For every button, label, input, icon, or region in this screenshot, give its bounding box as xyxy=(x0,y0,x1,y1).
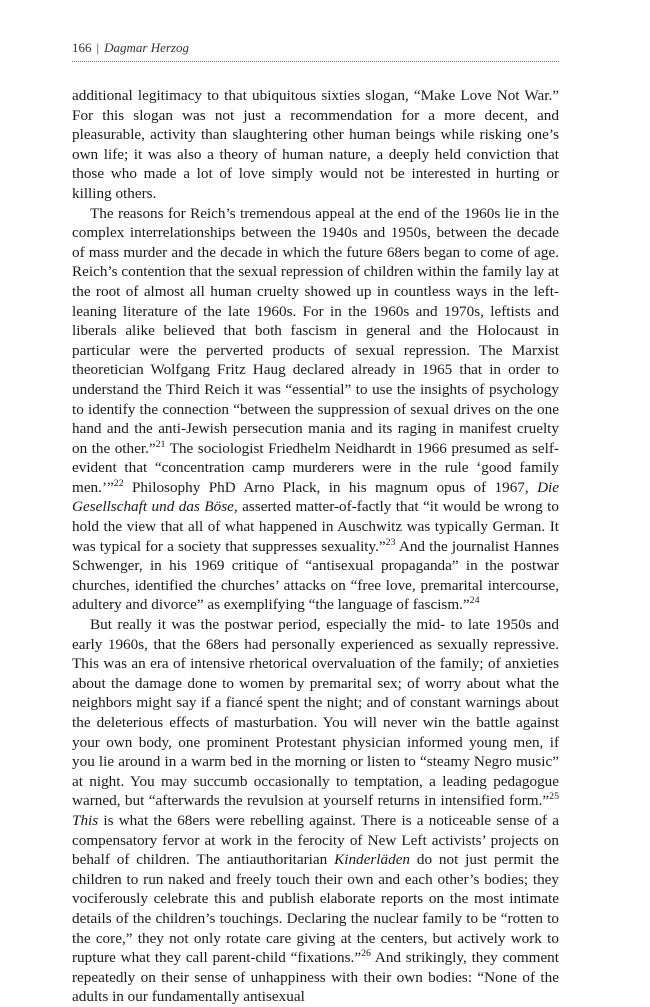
footnote-marker: 24 xyxy=(469,595,480,607)
italic-text: Die Gesellschaft und das Böse xyxy=(72,478,559,516)
text-run: additional legitimacy to that ubiquitous sixties slogan, “Make Love Not War.” For this slogan was not just a recommendation for a more decent, and pleasurable, activity than slaughtering other human beings while risking one’s own life; it was also a theory of human nature, a deeply held conviction that those who made a lot of love simply would not be interested in hurting or killing others. xyxy=(72,87,559,202)
footnote-marker: 26 xyxy=(361,948,371,960)
text-run: And the journalist Hannes Schwenger, in his 1969 critique of “antisexual propaganda” in the postwar churches, identified the churches’ attacks on “free love, premarital intercourse, adultery and divorce” as exemplifying “the language of fascism.” xyxy=(72,537,559,614)
footnote-marker: 22 xyxy=(113,477,124,489)
text-run: But really it was the postwar period, especially the mid- to late 1950s and early 1960s, that the 68ers had personally experienced as sexually repressive. This was an era of intensive rhetorical overvaluation of the family; of anxieties about the damage done to women by premarital sex; of worry about what the neighbors might say if a fiancé spent the night; and of constant warnings about the deleterious effects of masturbation. You will never win the battle against your own body, one prominent Protestant physician informed young men, if you lie around in a warm bed in the morning or listen to “steamy Negro music” at night. You may succumb occasionally to temptation, a leading pedagogue warned, but “afterwards the revulsion at yourself returns in intensified form.” xyxy=(72,616,559,810)
running-header-author: Dagmar Herzog xyxy=(104,40,189,55)
footnote-marker: 21 xyxy=(155,438,166,450)
header-separator: | xyxy=(96,40,100,55)
running-header xyxy=(72,40,559,62)
text-run: And strikingly, they comment repeatedly on their sense of unhappiness with their own bodies: “None of the adults in our fundamentally antisexual xyxy=(72,949,559,1006)
footnote-marker: 23 xyxy=(385,536,396,548)
page-number: 166 xyxy=(72,40,92,55)
italic-text: This xyxy=(72,811,99,829)
paragraph-2 xyxy=(72,204,559,615)
text-run: Philosophy PhD Arno Plack, in his magnum opus of 1967, xyxy=(123,478,538,496)
paragraph-1 xyxy=(72,86,559,204)
footnote-marker: 25 xyxy=(549,791,559,803)
text-run: , asserted matter-of-factly that “it would be wrong to hold the view that all of what happened in Auschwitz was typically German. It was typical for a society that suppresses sexuality.” xyxy=(72,498,559,555)
text-run: is what the 68ers were rebelling against. There is a noticeable sense of a compensatory fervor at work in the ferocity of New Left activists’ projects on behalf of children. The antiauthoritarian xyxy=(72,811,559,869)
body-text xyxy=(72,86,559,1007)
italic-text: Kinderläden xyxy=(334,851,411,869)
paragraph-3 xyxy=(72,615,559,1007)
text-run: The sociologist Friedhelm Neidhardt in 1966 presumed as self-evident that “concentration camp murderers were in the rule ‘good family men.’” xyxy=(72,439,559,496)
text-run: The reasons for Reich’s tremendous appeal at the end of the 1960s lie in the complex interrelationships between the 1940s and 1950s, between the decade of mass murder and the decade in which the future 68ers began to come of age. Reich’s contention that the sexual repression of children within the family lay at the root of almost all human cruelty showed up in countless ways in the left-leaning literature of the late 1960s. For in the 1960s and 1970s, leftists and liberals alike believed that both fascism in general and the Holocaust in particular were the perverted products of sexual repression. The Marxist theoretician Wolfgang Fritz Haug declared already in 1965 that in order to understand the Third Reich it was “essential” to use the insights of psychology to identify the connection “between the suppression of sexual drives on the one hand and the anti-Jewish persecution mania and its raging in manifest cruelty on the other.” xyxy=(72,204,559,457)
text-run: do not just permit the children to run naked and freely touch their own and each other’s bodies; they vociferously celebrate this and publish elaborate reports on the most intimate details of the children’s touchings. Declaring the nuclear family to be “rotten to the core,” they not only rotate care giving at the centers, but actively work to rupture what they call parent-child “fixations.” xyxy=(72,851,559,967)
